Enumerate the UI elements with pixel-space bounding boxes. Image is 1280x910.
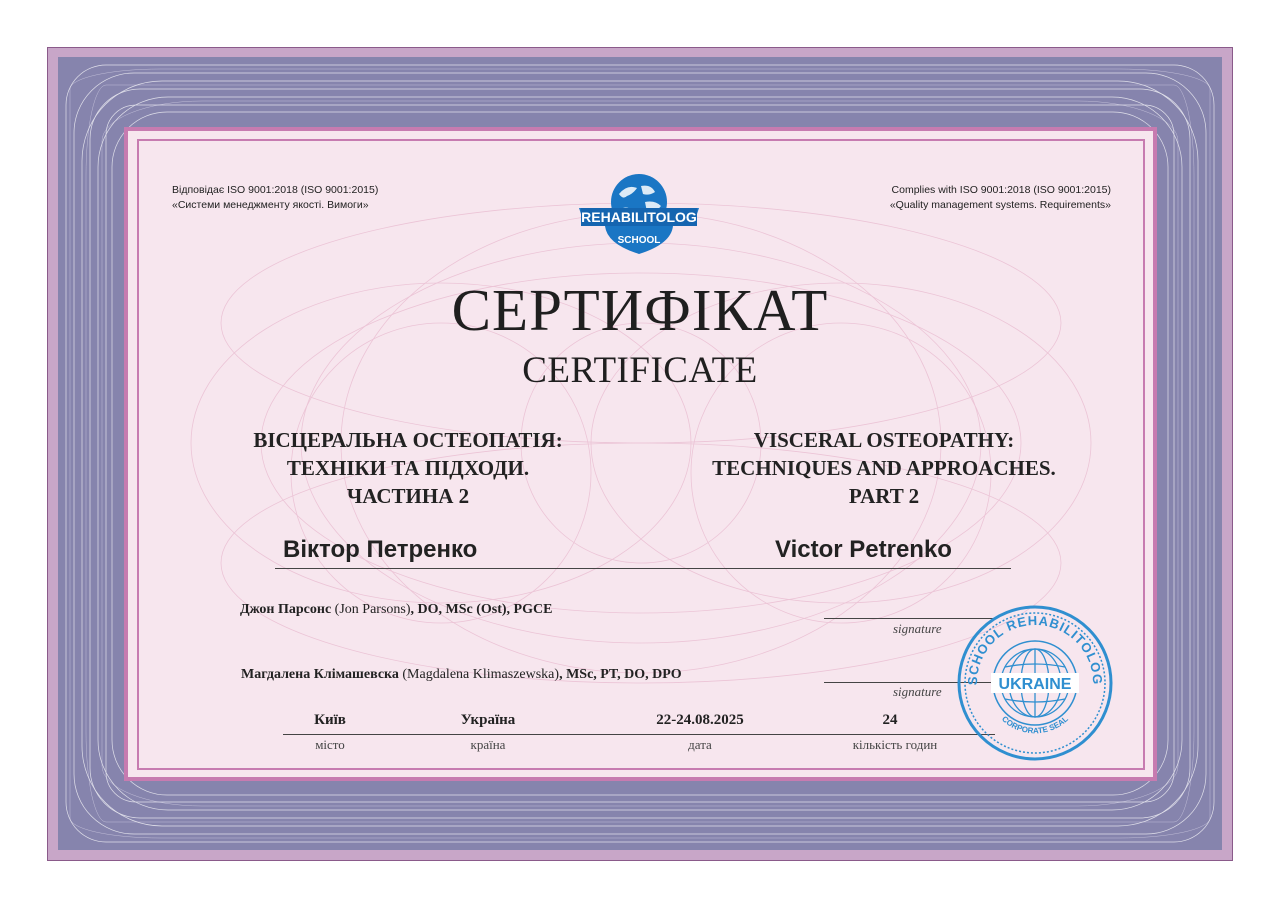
- iso-line-ua-2: «Системи менеджменту якості. Вимоги»: [172, 199, 369, 211]
- title-en: CERTIFICATE: [522, 350, 758, 391]
- instructor-2-name-en: (Magdalena Klimaszewska): [402, 667, 560, 682]
- seal-bottom-text: CORPORATE SEAL: [1000, 714, 1070, 736]
- city-value: Київ: [314, 712, 346, 728]
- title-ua: СЕРТИФІКАТ: [451, 277, 829, 343]
- info-underline: [283, 734, 995, 735]
- seal-center-text: UKRAINE: [998, 676, 1072, 693]
- course-title-en: [654, 426, 1114, 510]
- logo-text-bottom: SCHOOL: [617, 235, 661, 246]
- logo-text-top: REHABILITOLOG: [581, 209, 697, 225]
- course-ua-line-2: ТЕХНІКИ ТА ПІДХОДИ.: [286, 456, 530, 480]
- country-label: країна: [470, 737, 506, 752]
- instructor-1-credentials: , DO, MSc (Ost), PGCE: [410, 602, 553, 617]
- course-en-line-1: VISCERAL OSTEOPATHY:: [753, 428, 1015, 452]
- instructor-2-credentials: , MSc, PT, DO, DPO: [559, 667, 682, 682]
- course-ua-line-1: ВІСЦЕРАЛЬНА ОСТЕОПАТІЯ:: [253, 428, 563, 452]
- iso-statement-ua: [172, 183, 378, 213]
- iso-statement-en: [890, 183, 1111, 213]
- recipient-underline: [275, 568, 1011, 569]
- seal-top-text: SCHOOL REHABILITOLOG: [964, 612, 1106, 686]
- recipient-name-en: Victor Petrenko: [775, 536, 952, 563]
- date-value: 22-24.08.2025: [656, 712, 744, 728]
- hours-label: кількість годин: [852, 737, 938, 752]
- rehabilitolog-school-logo: [575, 168, 703, 260]
- instructor-1: [240, 602, 552, 618]
- instructor-2-name-ua: Магдалена Клімашевска: [241, 667, 399, 682]
- course-en-line-2: TECHNIQUES AND APPROACHES.: [712, 456, 1056, 480]
- recipient-name-ua: Віктор Петренко: [283, 536, 478, 563]
- hours-value: 24: [882, 712, 898, 728]
- iso-line-en-2: «Quality management systems. Requirements»: [889, 199, 1111, 211]
- corporate-seal-stamp: [955, 603, 1115, 763]
- course-ua-line-3: ЧАСТИНА 2: [346, 484, 470, 508]
- country-value: Україна: [460, 712, 516, 728]
- course-en-line-3: PART 2: [848, 484, 920, 508]
- signature-label-1: signature: [893, 621, 942, 636]
- date-label: дата: [688, 737, 712, 752]
- instructor-2: [241, 667, 682, 683]
- course-title-ua: [178, 426, 638, 510]
- instructor-1-name-en: (Jon Parsons): [334, 602, 411, 617]
- instructor-1-name-ua: Джон Парсонс: [240, 602, 332, 617]
- signature-label-2: signature: [893, 684, 942, 699]
- city-label: місто: [315, 737, 345, 752]
- iso-line-ua-1: Відповідає ISO 9001:2018 (ISO 9001:2015): [172, 184, 379, 196]
- iso-line-en-1: Complies with ISO 9001:2018 (ISO 9001:2015): [891, 184, 1111, 196]
